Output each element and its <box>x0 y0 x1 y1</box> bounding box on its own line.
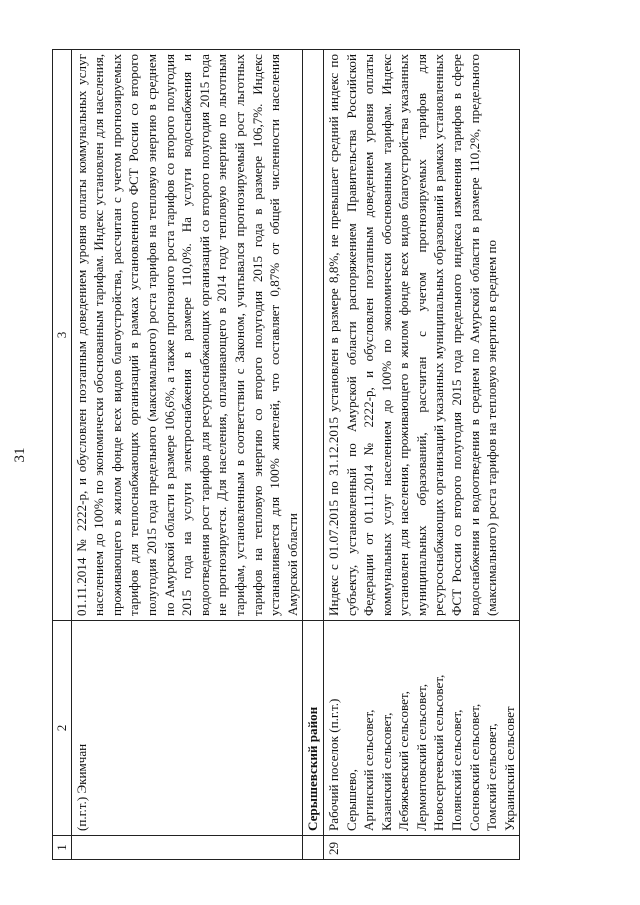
municipality-name: Аргинский сельсовет, <box>361 709 377 831</box>
municipality-name: Томский сельсовет, <box>484 723 500 831</box>
district-row <box>303 50 324 860</box>
rotated-content <box>12 50 592 860</box>
column-header-3: 3 <box>53 50 72 621</box>
column-header-1: 1 <box>53 836 72 860</box>
column-header-2: 2 <box>53 621 72 836</box>
district-name: Серышевский район <box>303 621 324 836</box>
municipality-list <box>323 621 520 836</box>
municipality-name: Полянский сельсовет, <box>449 709 465 831</box>
municipality-name: Новосергеевский сельсовет, <box>431 674 447 831</box>
table-row <box>323 50 520 860</box>
municipality-name: Сосновский сельсовет, <box>466 703 482 831</box>
municipality-name: Рабочий поселок (п.г.т.) <box>325 698 341 831</box>
row-number <box>71 836 303 860</box>
table-row <box>71 50 303 860</box>
header-row <box>53 50 72 860</box>
row-number: 29 <box>323 836 520 860</box>
justification-text: Индекс с 01.07.2015 по 31.12.2015 установлен в размере 8,8%, не превышает средний индекс по субъекту, установленный по Амурской области распоряжением Правительства Российской Федерации от 01.11.2014 № 2222-р, и обусловлен поэтапным доведением уровня оплаты коммунальных услуг населением до 100% по экономически обоснованным тарифам. Индекс установлен для населения, проживающего в жилом фонде всех видов благоустройства указанных муниципальных образований, рассчитан с учетом прогнозируемых тарифов для ресурсоснабжающих организаций указанных муниципальных образований в рамках установленных ФСТ России со второго полугодия 2015 года предельного индекса изменения тарифов в сфере водоснабжения и водоотведения в среднем по Амурской области в размере 110,2%, предельного (максимального) роста тарифов на тепловую энергию в среднем по <box>323 50 520 621</box>
municipality-name: Лебяжьевский сельсовет, <box>396 691 412 831</box>
municipality-name: (п.г.т.) Экимчан <box>71 621 303 836</box>
page-number: 31 <box>12 447 28 463</box>
municipality-name: Серышево, <box>343 769 359 831</box>
municipality-name: Украинский сельсовет <box>501 706 517 831</box>
municipality-name: Лермонтовский сельсовет, <box>413 683 429 831</box>
justification-text: 01.11.2014 № 2222-р, и обусловлен поэтапным доведением уровня оплаты коммунальных услуг населением до 100% по экономически обоснованным тарифам. Индекс установлен для населения, проживающего в жилом фонде всех видов благоустройства, рассчитан с учетом прогнозируемых тарифов для теплоснабжающих организаций в рамках установленного ФСТ России со второго полугодия 2015 года предельного (максимального) роста тарифов на тепловую энергию в среднем по Амурской области в размере 106,6%, а также прогнозного роста тарифов со второго полугодия 2015 года на услуги электроснабжения в размере 110,0%. На услуги водоснабжения и водоотведения рост тарифов для ресурсоснабжающих организаций со второго полугодия 2015 года не прогнозируется. Для населения, оплачивающего в 2014 году тепловую энергию по льготным тарифам, установленным в соответствии с Законом, учитывался прогнозируемый рост льготных тарифов на тепловую энергию со второго полугодия 2015 года в размере 106,7%. Индекс устанавливается для 100% жителей, что составляет 0,87% от общей численности населения Амурской области <box>71 50 303 621</box>
data-table <box>52 49 520 860</box>
municipality-name: Казанский сельсовет, <box>378 712 394 831</box>
